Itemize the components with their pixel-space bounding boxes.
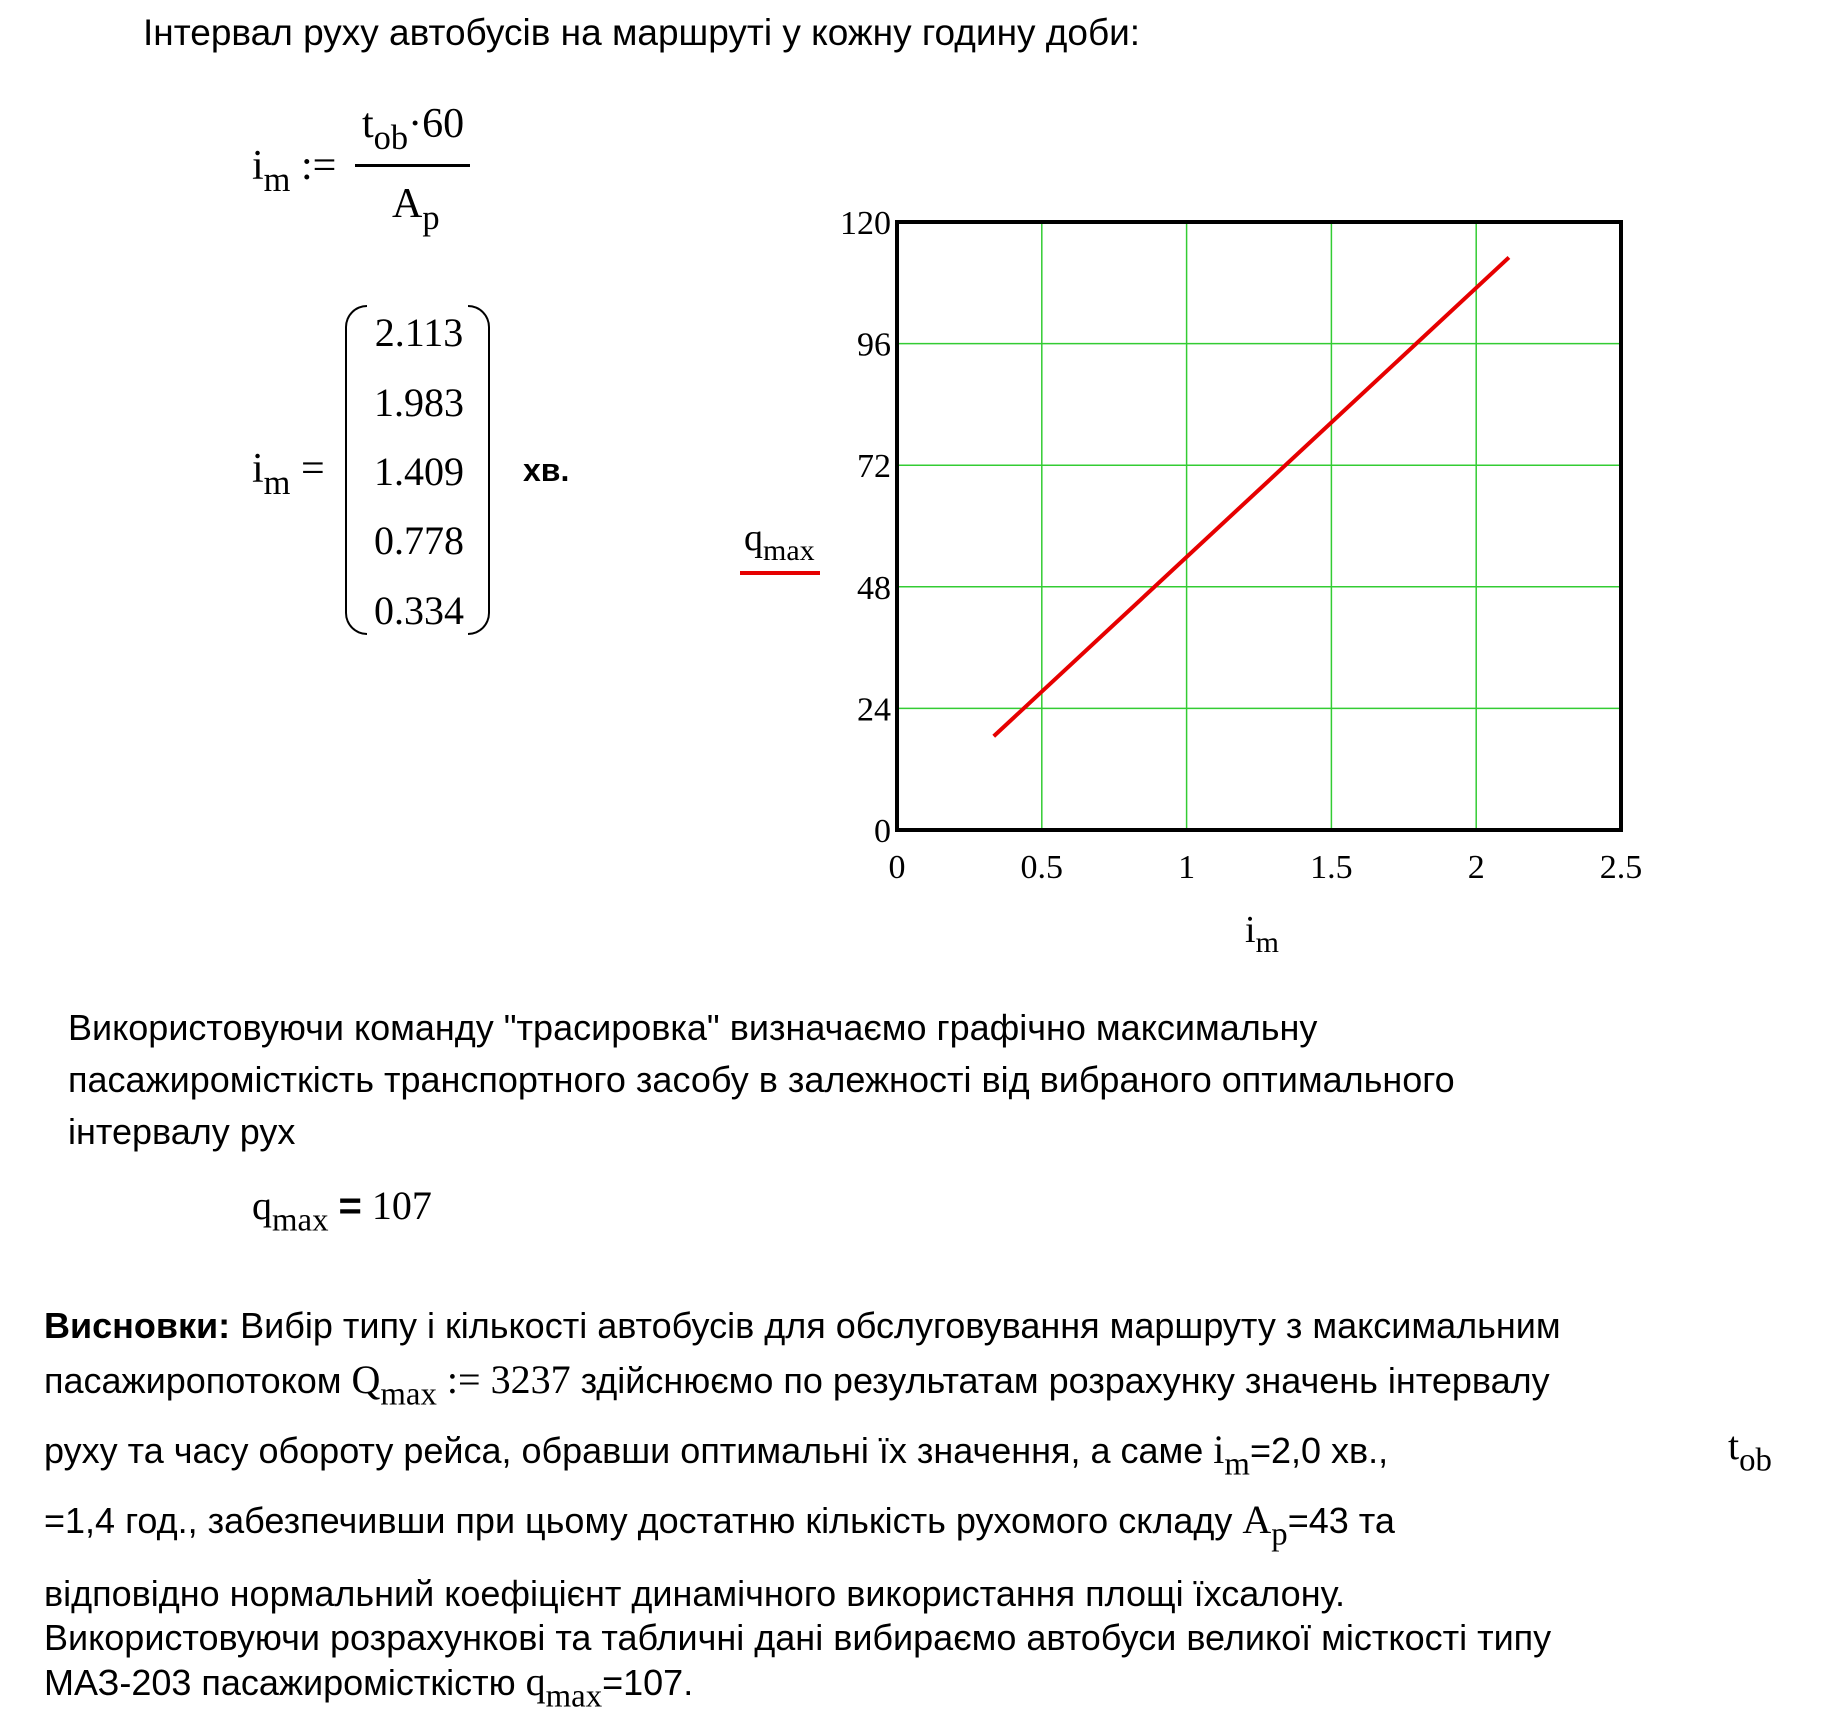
Ap-sub: p	[1271, 1516, 1288, 1553]
im-var: i	[1213, 1427, 1225, 1472]
tob-var: t	[1728, 1423, 1740, 1468]
page-heading: Інтервал руху автобусів на маршруті у кожну годину доби:	[143, 12, 1141, 53]
y-tick-label: 120	[840, 205, 891, 242]
im-sub: m	[1224, 1446, 1250, 1483]
matrix-value: 2.113	[374, 310, 464, 355]
Q-sub: max	[380, 1376, 437, 1413]
Ap-var: A	[1242, 1497, 1272, 1542]
x-tick-label: 0	[888, 849, 906, 886]
tob-symbol	[1728, 1422, 1772, 1479]
conclusions-text: руху та часу обороту рейса, обравши оптимальні їх значення, а саме	[44, 1430, 1214, 1471]
denominator-var: A	[392, 181, 423, 227]
conclusions-line-4	[44, 1494, 1395, 1553]
y-tick-label: 48	[857, 569, 891, 607]
y-tick-label: 24	[857, 691, 891, 729]
y-axis-label-sub: max	[763, 534, 815, 567]
Q-assign: :=	[446, 1357, 481, 1402]
q-var: q	[525, 1659, 546, 1704]
conclusions-line-3	[44, 1424, 1389, 1483]
x-tick-label: 1.5	[1310, 849, 1353, 886]
y-tick-label: 0	[874, 813, 891, 850]
y-tick-label: 72	[857, 448, 891, 486]
conclusions-line-6: Використовуючи розрахункові та табличні дані вибираємо автобуси великої місткості типу	[44, 1617, 1552, 1658]
x-tick-label: 1	[1178, 849, 1196, 886]
x-axis-label	[1245, 909, 1279, 959]
conclusions-line-5: відповідно нормальний коефіцієнт динамічного використання площі їхсалону.	[44, 1573, 1345, 1614]
qmax-sub: max	[272, 1202, 329, 1239]
qmax-var: q	[252, 1183, 272, 1228]
conclusions-line-7	[44, 1656, 694, 1714]
chart-series	[994, 257, 1509, 736]
conclusions-text: =107.	[602, 1662, 694, 1703]
x-tick-label: 2	[1467, 849, 1485, 886]
x-tick-label: 2.5	[1599, 849, 1643, 886]
denominator-sub: p	[422, 199, 440, 238]
paragraph-line: пасажиромісткість транспортного засобу в залежності від вибраного оптимального	[68, 1059, 1455, 1100]
paragraph-line: інтервалу рух	[68, 1111, 296, 1152]
formula-assign: :=	[300, 143, 337, 189]
conclusions-line-2	[44, 1354, 1550, 1413]
result-lhs-sub: m	[263, 464, 291, 503]
x-axis-label-main: i	[1245, 909, 1256, 951]
y-axis-label	[744, 517, 815, 567]
x-axis-label-sub: m	[1255, 926, 1279, 959]
formula-lhs-var: i	[252, 143, 264, 189]
series-line-qmax	[994, 257, 1509, 736]
conclusions-label: Висновки:	[44, 1305, 231, 1346]
y-tick-label: 96	[857, 326, 891, 364]
matrix-value: 0.334	[374, 588, 464, 633]
conclusions-text: =2,0 хв.,	[1249, 1430, 1389, 1471]
matrix-value: 1.409	[374, 449, 464, 494]
numerator-sub: ob	[373, 119, 409, 158]
conclusions-text: здійснюємо по результатам розрахунку значень інтервалу	[570, 1360, 1550, 1401]
x-tick-label: 0.5	[1020, 849, 1064, 886]
result-lhs-var: i	[252, 446, 264, 492]
conclusions-text: пасажиропотоком	[44, 1360, 352, 1401]
paragraph-line: Використовуючи команду "трасировка" визначаємо графічно максимальну	[68, 1007, 1318, 1048]
conclusions-text: МАЗ-203 пасажиромісткістю	[44, 1662, 526, 1703]
chart-grid	[897, 222, 1621, 830]
numerator-rest: ·60	[408, 101, 465, 147]
result-unit: хв.	[523, 452, 570, 488]
qmax-result	[252, 1182, 432, 1239]
chart-tick-labels	[840, 205, 1642, 886]
plot-frame	[897, 222, 1621, 830]
Q-value: 3237	[490, 1357, 571, 1402]
matrix-value: 1.983	[374, 380, 464, 425]
y-axis-label-main: q	[744, 517, 763, 559]
qmax-value: 107	[371, 1183, 432, 1228]
result-equals: =	[300, 446, 325, 492]
conclusions-line-1	[44, 1300, 1561, 1352]
Q-var: Q	[351, 1357, 381, 1402]
formula-lhs-sub: m	[263, 161, 291, 200]
q-sub: max	[545, 1678, 603, 1714]
matrix-value: 0.778	[374, 518, 464, 563]
numerator-var: t	[362, 101, 374, 147]
conclusions-text: Вибір типу і кількості автобусів для обслуговування маршруту з максимальним	[230, 1305, 1561, 1346]
tob-sub: ob	[1739, 1442, 1772, 1479]
qmax-equals: =	[338, 1184, 362, 1228]
conclusions-text: =43 та	[1287, 1500, 1395, 1541]
conclusions-text: =1,4 год., забезпечивши при цьому достатню кількість рухомого складу	[44, 1500, 1243, 1541]
